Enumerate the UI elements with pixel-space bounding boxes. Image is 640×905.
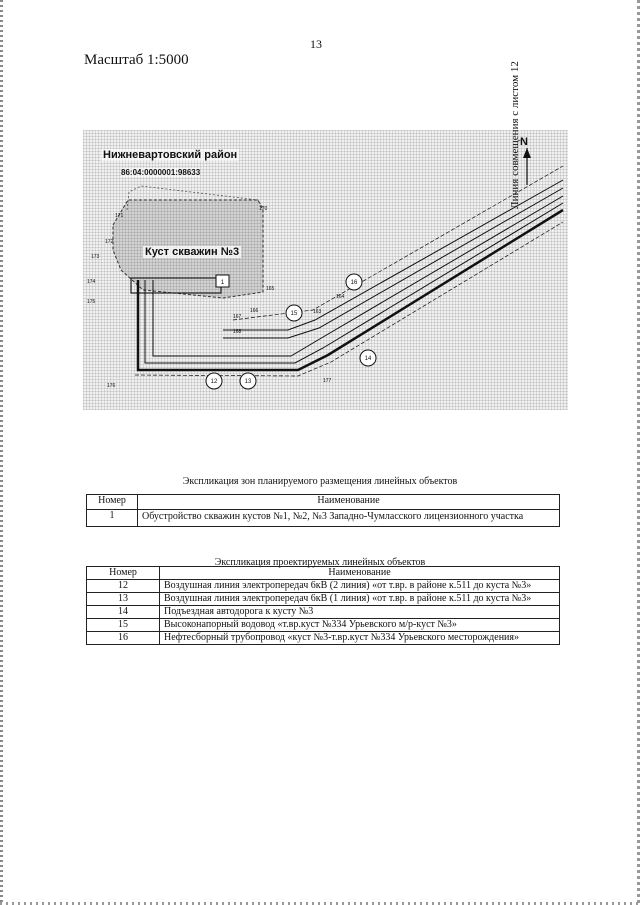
table1-caption: Экспликация зон планируемого размещения линейных объектов <box>182 476 458 487</box>
zones-table <box>86 494 560 527</box>
table-row <box>87 510 560 527</box>
table2-caption: Экспликация проектируемых линейных объектов <box>214 557 426 568</box>
object-marker-label: 15 <box>290 311 298 317</box>
north-label: N <box>520 136 528 148</box>
sheet-line-label: Линия совмещения с листом 12 <box>509 61 521 209</box>
cell-name: Подъездная автодорога к кусту №3 <box>160 606 560 619</box>
table-row <box>87 593 560 606</box>
linear-objects-table <box>86 566 560 645</box>
cell-name: Нефтесборный трубопровод «куст №3-т.вр.куст №334 Урьевского месторождения» <box>160 632 560 645</box>
cell-name: Воздушная линия электропередач 6кВ (1 линия) «от т.вр. в районе к.511 до куста №3» <box>160 593 560 606</box>
point-label: 171 <box>115 213 124 219</box>
pad-name-label: Куст скважин №3 <box>145 246 240 258</box>
cell-num: 15 <box>87 619 160 632</box>
table-row <box>87 619 560 632</box>
cell-name: Воздушная линия электропередач 6кВ (2 линия) «от т.вр. в районе к.511 до куста №3» <box>160 580 560 593</box>
table-header-row <box>87 567 560 580</box>
table-row <box>87 606 560 619</box>
point-label: 176 <box>107 383 116 389</box>
cell-name: Обустройство скважин кустов №1, №2, №3 Западно-Чумласского лицензионного участка <box>138 510 560 527</box>
point-label: 164 <box>336 294 345 300</box>
cell-num: 16 <box>87 632 160 645</box>
scale-label: Масштаб 1:5000 <box>84 52 189 68</box>
object-marker-label: 16 <box>350 280 358 286</box>
page-edge-left <box>0 0 3 905</box>
point-label: 173 <box>91 254 100 260</box>
col-header-name: Наименование <box>138 495 560 510</box>
point-label: 165 <box>266 286 275 292</box>
site-plan-map <box>83 130 568 410</box>
cell-num: 12 <box>87 580 160 593</box>
col-header-name: Наименование <box>160 567 560 580</box>
north-arrow-head <box>523 148 531 158</box>
point-label: 172 <box>105 239 114 245</box>
object-marker-label: 14 <box>364 356 372 362</box>
cell-num: 14 <box>87 606 160 619</box>
table-row <box>87 632 560 645</box>
point-label: 167 <box>233 314 242 320</box>
region-label: Нижневартовский район <box>103 149 238 161</box>
cadastral-number: 86:04:0000001:98633 <box>121 168 201 177</box>
table-row <box>87 580 560 593</box>
col-header-num: Номер <box>87 495 138 510</box>
point-label: 168 <box>233 329 242 335</box>
point-label: 175 <box>87 299 96 305</box>
point-label: 163 <box>313 309 322 315</box>
point-label: 170 <box>259 206 268 212</box>
table-header-row <box>87 495 560 510</box>
page-number: 13 <box>310 37 322 51</box>
col-header-num: Номер <box>87 567 160 580</box>
point-label: 174 <box>87 279 96 285</box>
object-marker-label: 12 <box>210 379 218 385</box>
point-label: 166 <box>250 308 259 314</box>
cell-num: 13 <box>87 593 160 606</box>
point-label: 177 <box>323 378 332 384</box>
zone-marker-label: 1 <box>220 280 225 286</box>
cell-name: Высоконапорный водовод «т.вр.куст №334 Урьевского м/р-куст №3» <box>160 619 560 632</box>
object-marker-label: 13 <box>244 379 252 385</box>
cell-num: 1 <box>87 510 138 527</box>
